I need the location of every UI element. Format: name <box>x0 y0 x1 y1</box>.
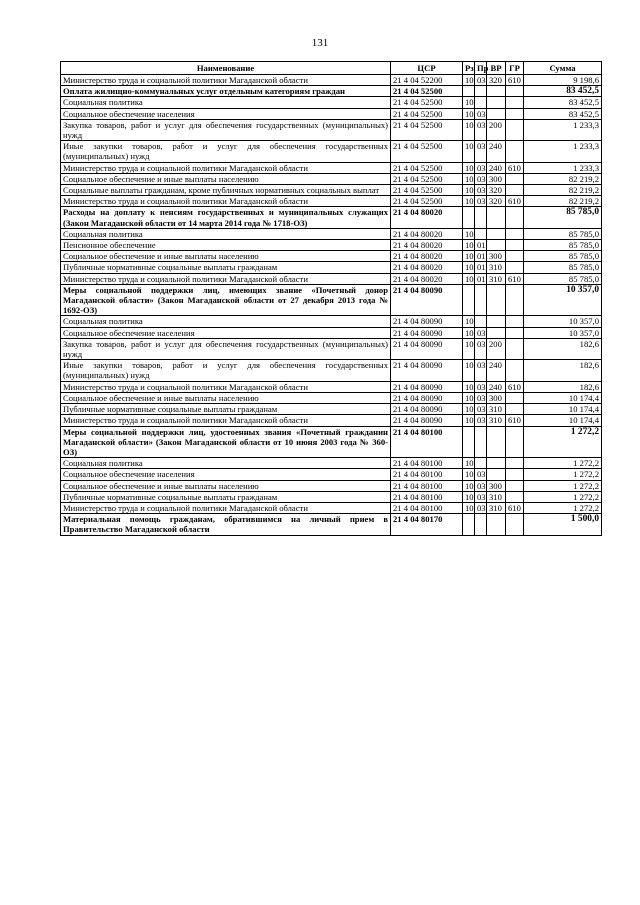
cell-sum: 10 357,0 <box>524 327 602 338</box>
cell-gr: 610 <box>506 273 524 284</box>
cell-sum: 1 272,2 <box>524 469 602 480</box>
cell-vr <box>487 228 506 239</box>
cell-rz: 10 <box>463 173 475 184</box>
cell-sum: 1 233,3 <box>524 162 602 173</box>
cell-csr: 21 4 04 52500 <box>391 173 463 184</box>
cell-sum: 10 174,4 <box>524 415 602 426</box>
cell-csr: 21 4 04 80020 <box>391 251 463 262</box>
table-row <box>61 338 602 359</box>
cell-rz: 10 <box>463 228 475 239</box>
cell-name: Социальное обеспечение населения <box>61 327 391 338</box>
table-header-row <box>61 62 602 75</box>
cell-pr: 01 <box>475 251 487 262</box>
cell-name: Министерство труда и социальной политики Магаданской области <box>61 381 391 392</box>
table-row <box>61 97 602 108</box>
table-row <box>61 262 602 273</box>
table-row <box>61 251 602 262</box>
cell-vr: 310 <box>487 415 506 426</box>
cell-sum: 85 785,0 <box>524 251 602 262</box>
cell-name: Меры социальной поддержки лиц, имеющих звание «Почетный донор Магаданской области» (Закон Магаданской области от 27 декабря 2013 года № 1692-ОЗ) <box>61 284 391 316</box>
cell-csr: 21 4 04 80090 <box>391 284 463 316</box>
cell-vr <box>487 86 506 97</box>
cell-rz: 10 <box>463 415 475 426</box>
cell-sum: 9 198,6 <box>524 75 602 86</box>
cell-rz: 10 <box>463 108 475 119</box>
cell-pr: 03 <box>475 404 487 415</box>
cell-sum: 85 785,0 <box>524 207 602 228</box>
cell-name: Публичные нормативные социальные выплаты гражданам <box>61 404 391 415</box>
cell-pr: 03 <box>475 360 487 381</box>
cell-gr <box>506 392 524 403</box>
table-row <box>61 86 602 97</box>
cell-pr: 03 <box>475 185 487 196</box>
header-name: Наименование <box>61 62 391 75</box>
cell-rz: 10 <box>463 251 475 262</box>
cell-csr: 21 4 04 52200 <box>391 75 463 86</box>
cell-gr <box>506 480 524 491</box>
page-number: 131 <box>311 37 329 49</box>
cell-vr: 310 <box>487 491 506 502</box>
table-row <box>61 426 602 458</box>
cell-gr <box>506 514 524 535</box>
cell-gr <box>506 86 524 97</box>
cell-sum: 182,6 <box>524 381 602 392</box>
cell-gr <box>506 469 524 480</box>
table-row <box>61 162 602 173</box>
table-row <box>61 284 602 316</box>
cell-rz: 10 <box>463 262 475 273</box>
cell-sum: 182,6 <box>524 360 602 381</box>
cell-sum: 1 272,2 <box>524 502 602 513</box>
cell-pr: 03 <box>475 141 487 162</box>
cell-pr <box>475 207 487 228</box>
cell-name: Социальные выплаты гражданам, кроме публичных нормативных социальных выплат <box>61 185 391 196</box>
table-row <box>61 404 602 415</box>
cell-name: Расходы на доплату к пенсиям государственных и муниципальных служащих (Закон Магаданской области от 14 марта 2014 года № 1718-ОЗ) <box>61 207 391 228</box>
table-row <box>61 381 602 392</box>
cell-gr <box>506 426 524 458</box>
cell-rz: 10 <box>463 185 475 196</box>
cell-rz: 10 <box>463 458 475 469</box>
cell-vr: 320 <box>487 185 506 196</box>
table-row <box>61 240 602 251</box>
cell-vr <box>487 327 506 338</box>
cell-vr: 310 <box>487 502 506 513</box>
cell-gr: 610 <box>506 415 524 426</box>
cell-pr <box>475 514 487 535</box>
cell-vr: 240 <box>487 162 506 173</box>
cell-csr: 21 4 04 80020 <box>391 240 463 251</box>
cell-pr: 03 <box>475 381 487 392</box>
cell-name: Министерство труда и социальной политики Магаданской области <box>61 502 391 513</box>
header-pr: Пр <box>475 62 487 75</box>
cell-vr: 320 <box>487 75 506 86</box>
cell-rz: 10 <box>463 141 475 162</box>
cell-vr: 240 <box>487 360 506 381</box>
cell-pr: 01 <box>475 273 487 284</box>
cell-vr: 300 <box>487 392 506 403</box>
cell-sum: 83 452,5 <box>524 97 602 108</box>
cell-sum: 83 452,5 <box>524 86 602 97</box>
cell-name: Социальное обеспечение населения <box>61 469 391 480</box>
table-row <box>61 469 602 480</box>
cell-pr: 03 <box>475 327 487 338</box>
cell-pr: 03 <box>475 415 487 426</box>
cell-csr: 21 4 04 80090 <box>391 338 463 359</box>
cell-pr <box>475 284 487 316</box>
cell-sum: 10 357,0 <box>524 316 602 327</box>
table-row <box>61 196 602 207</box>
cell-vr: 300 <box>487 480 506 491</box>
cell-csr: 21 4 04 80100 <box>391 458 463 469</box>
cell-name: Социальное обеспечение и иные выплаты населению <box>61 480 391 491</box>
table-row <box>61 119 602 140</box>
header-sum: Сумма <box>524 62 602 75</box>
cell-pr <box>475 86 487 97</box>
table-row <box>61 185 602 196</box>
cell-rz: 10 <box>463 119 475 140</box>
cell-csr: 21 4 04 80090 <box>391 360 463 381</box>
cell-csr: 21 4 04 80100 <box>391 426 463 458</box>
cell-vr <box>487 284 506 316</box>
cell-name: Министерство труда и социальной политики Магаданской области <box>61 196 391 207</box>
cell-csr: 21 4 04 52500 <box>391 97 463 108</box>
cell-sum: 1 272,2 <box>524 491 602 502</box>
cell-pr: 03 <box>475 108 487 119</box>
cell-sum: 85 785,0 <box>524 240 602 251</box>
cell-vr: 240 <box>487 141 506 162</box>
cell-csr: 21 4 04 80090 <box>391 381 463 392</box>
table-row <box>61 75 602 86</box>
cell-gr: 610 <box>506 381 524 392</box>
cell-rz: 10 <box>463 360 475 381</box>
cell-csr: 21 4 04 80020 <box>391 273 463 284</box>
cell-gr <box>506 360 524 381</box>
cell-name: Социальная политика <box>61 458 391 469</box>
cell-csr: 21 4 04 80090 <box>391 415 463 426</box>
budget-table <box>60 61 602 536</box>
cell-name: Иные закупки товаров, работ и услуг для обеспечения государственных (муниципальных) нужд <box>61 141 391 162</box>
cell-name: Социальная политика <box>61 228 391 239</box>
table-row <box>61 108 602 119</box>
cell-name: Закупка товаров, работ и услуг для обеспечения государственных (муниципальных) нужд <box>61 119 391 140</box>
cell-csr: 21 4 04 52500 <box>391 86 463 97</box>
cell-pr <box>475 228 487 239</box>
table-row <box>61 514 602 535</box>
cell-pr <box>475 316 487 327</box>
cell-csr: 21 4 04 80100 <box>391 480 463 491</box>
cell-name: Материальная помощь гражданам, обратившимся на личный прием в Правительство Магаданской области <box>61 514 391 535</box>
cell-gr <box>506 240 524 251</box>
cell-sum: 1 500,0 <box>524 514 602 535</box>
cell-name: Министерство труда и социальной политики Магаданской области <box>61 273 391 284</box>
cell-pr: 01 <box>475 262 487 273</box>
cell-csr: 21 4 04 80090 <box>391 316 463 327</box>
cell-vr <box>487 316 506 327</box>
cell-pr: 03 <box>475 196 487 207</box>
cell-name: Публичные нормативные социальные выплаты гражданам <box>61 262 391 273</box>
cell-name: Меры социальной поддержки лиц, удостоенных звания «Почетный гражданин Магаданской области» (Закон Магаданской области от 10 июня 2003 года № 360-ОЗ) <box>61 426 391 458</box>
cell-sum: 10 357,0 <box>524 284 602 316</box>
cell-gr <box>506 228 524 239</box>
cell-csr: 21 4 04 80170 <box>391 514 463 535</box>
cell-gr <box>506 108 524 119</box>
cell-pr: 03 <box>475 75 487 86</box>
cell-rz: 10 <box>463 97 475 108</box>
cell-rz <box>463 284 475 316</box>
cell-sum: 85 785,0 <box>524 228 602 239</box>
cell-rz: 10 <box>463 240 475 251</box>
cell-csr: 21 4 04 52500 <box>391 162 463 173</box>
cell-vr <box>487 207 506 228</box>
cell-gr <box>506 141 524 162</box>
cell-gr <box>506 316 524 327</box>
cell-sum: 1 272,2 <box>524 458 602 469</box>
cell-rz <box>463 514 475 535</box>
cell-pr: 01 <box>475 240 487 251</box>
table-row <box>61 327 602 338</box>
table-row <box>61 141 602 162</box>
table-row <box>61 480 602 491</box>
cell-vr: 300 <box>487 173 506 184</box>
cell-sum: 1 272,2 <box>524 480 602 491</box>
cell-vr: 320 <box>487 196 506 207</box>
cell-gr <box>506 119 524 140</box>
cell-vr: 310 <box>487 404 506 415</box>
table-row <box>61 502 602 513</box>
cell-gr: 610 <box>506 502 524 513</box>
cell-sum: 10 174,4 <box>524 392 602 403</box>
cell-csr: 21 4 04 80100 <box>391 502 463 513</box>
cell-name: Иные закупки товаров, работ и услуг для обеспечения государственных (муниципальных) нужд <box>61 360 391 381</box>
cell-csr: 21 4 04 52500 <box>391 196 463 207</box>
cell-sum: 10 174,4 <box>524 404 602 415</box>
cell-vr <box>487 97 506 108</box>
cell-rz: 10 <box>463 392 475 403</box>
cell-gr <box>506 491 524 502</box>
header-csr: ЦСР <box>391 62 463 75</box>
cell-vr: 200 <box>487 338 506 359</box>
cell-sum: 82 219,2 <box>524 196 602 207</box>
cell-rz: 10 <box>463 480 475 491</box>
cell-pr: 03 <box>475 338 487 359</box>
cell-csr: 21 4 04 52500 <box>391 185 463 196</box>
cell-rz: 10 <box>463 162 475 173</box>
cell-pr: 03 <box>475 173 487 184</box>
cell-rz: 10 <box>463 491 475 502</box>
cell-rz: 10 <box>463 327 475 338</box>
cell-sum: 85 785,0 <box>524 273 602 284</box>
cell-name: Министерство труда и социальной политики Магаданской области <box>61 415 391 426</box>
header-gr: ГР <box>506 62 524 75</box>
cell-rz: 10 <box>463 196 475 207</box>
cell-sum: 83 452,5 <box>524 108 602 119</box>
cell-rz: 10 <box>463 273 475 284</box>
cell-vr <box>487 426 506 458</box>
cell-gr: 610 <box>506 196 524 207</box>
cell-name: Министерство труда и социальной политики Магаданской области <box>61 75 391 86</box>
cell-csr: 21 4 04 80020 <box>391 228 463 239</box>
cell-pr: 03 <box>475 491 487 502</box>
table-row <box>61 415 602 426</box>
cell-gr <box>506 262 524 273</box>
cell-gr <box>506 284 524 316</box>
cell-pr: 03 <box>475 119 487 140</box>
cell-csr: 21 4 04 80020 <box>391 262 463 273</box>
cell-csr: 21 4 04 80020 <box>391 207 463 228</box>
cell-name: Пенсионное обеспечение <box>61 240 391 251</box>
table-row <box>61 207 602 228</box>
cell-pr: 03 <box>475 469 487 480</box>
cell-gr <box>506 404 524 415</box>
cell-vr: 240 <box>487 381 506 392</box>
cell-rz <box>463 86 475 97</box>
cell-sum: 82 219,2 <box>524 185 602 196</box>
cell-name: Социальная политика <box>61 97 391 108</box>
table-row <box>61 316 602 327</box>
table-row <box>61 360 602 381</box>
table-row <box>61 491 602 502</box>
cell-csr: 21 4 04 80090 <box>391 404 463 415</box>
cell-csr: 21 4 04 80090 <box>391 327 463 338</box>
cell-gr <box>506 173 524 184</box>
cell-vr: 200 <box>487 119 506 140</box>
cell-gr <box>506 251 524 262</box>
cell-vr <box>487 240 506 251</box>
cell-pr <box>475 426 487 458</box>
cell-rz: 10 <box>463 75 475 86</box>
cell-sum: 182,6 <box>524 338 602 359</box>
cell-vr <box>487 469 506 480</box>
cell-name: Оплата жилищно-коммунальных услуг отдельным категориям граждан <box>61 86 391 97</box>
cell-vr: 310 <box>487 273 506 284</box>
cell-pr <box>475 97 487 108</box>
cell-pr: 03 <box>475 162 487 173</box>
cell-vr: 310 <box>487 262 506 273</box>
cell-gr <box>506 97 524 108</box>
cell-vr <box>487 108 506 119</box>
cell-pr <box>475 458 487 469</box>
cell-gr <box>506 207 524 228</box>
cell-name: Социальное обеспечение и иные выплаты населению <box>61 173 391 184</box>
cell-name: Министерство труда и социальной политики Магаданской области <box>61 162 391 173</box>
cell-rz: 10 <box>463 502 475 513</box>
cell-rz <box>463 207 475 228</box>
table-row <box>61 228 602 239</box>
cell-rz: 10 <box>463 381 475 392</box>
cell-csr: 21 4 04 80100 <box>391 491 463 502</box>
cell-gr <box>506 327 524 338</box>
cell-gr <box>506 185 524 196</box>
table-row <box>61 273 602 284</box>
cell-sum: 1 272,2 <box>524 426 602 458</box>
cell-vr <box>487 458 506 469</box>
cell-rz: 10 <box>463 338 475 359</box>
cell-name: Закупка товаров, работ и услуг для обеспечения государственных (муниципальных) нужд <box>61 338 391 359</box>
cell-gr: 610 <box>506 162 524 173</box>
cell-sum: 85 785,0 <box>524 262 602 273</box>
cell-rz: 10 <box>463 316 475 327</box>
cell-pr: 03 <box>475 502 487 513</box>
cell-pr: 03 <box>475 392 487 403</box>
table-row <box>61 392 602 403</box>
cell-rz <box>463 426 475 458</box>
cell-sum: 1 233,3 <box>524 119 602 140</box>
cell-csr: 21 4 04 52500 <box>391 119 463 140</box>
table-body <box>61 75 602 536</box>
cell-gr: 610 <box>506 75 524 86</box>
cell-rz: 10 <box>463 469 475 480</box>
table-row <box>61 173 602 184</box>
cell-gr <box>506 338 524 359</box>
cell-sum: 1 233,3 <box>524 141 602 162</box>
header-vr: ВР <box>487 62 506 75</box>
header-rz: Рз <box>463 62 475 75</box>
cell-vr <box>487 514 506 535</box>
cell-name: Социальное обеспечение населения <box>61 108 391 119</box>
cell-csr: 21 4 04 52500 <box>391 108 463 119</box>
cell-name: Социальное обеспечение и иные выплаты населению <box>61 251 391 262</box>
cell-pr: 03 <box>475 480 487 491</box>
cell-gr <box>506 458 524 469</box>
cell-name: Публичные нормативные социальные выплаты гражданам <box>61 491 391 502</box>
cell-sum: 82 219,2 <box>524 173 602 184</box>
cell-csr: 21 4 04 80090 <box>391 392 463 403</box>
table-row <box>61 458 602 469</box>
cell-csr: 21 4 04 80100 <box>391 469 463 480</box>
cell-name: Социальное обеспечение и иные выплаты населению <box>61 392 391 403</box>
cell-rz: 10 <box>463 404 475 415</box>
cell-vr: 300 <box>487 251 506 262</box>
cell-name: Социальная политика <box>61 316 391 327</box>
cell-csr: 21 4 04 52500 <box>391 141 463 162</box>
